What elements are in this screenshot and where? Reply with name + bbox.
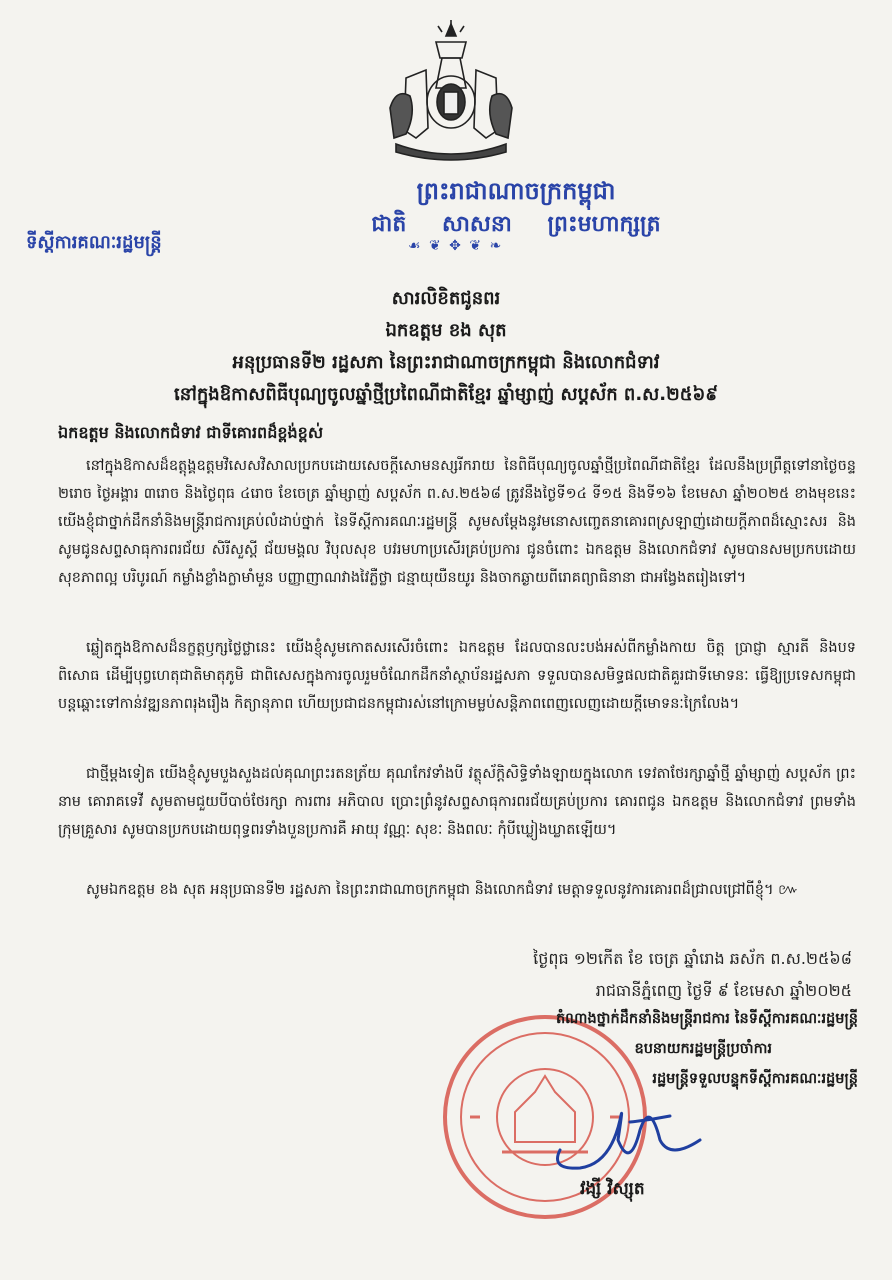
body-paragraph-1 — [58, 452, 856, 592]
signatory-title-1: តំណាងថ្នាក់ដឹកនាំនិងមន្ត្រីរាជការ នៃទីស្តីការគណៈរដ្ឋមន្ត្រី — [555, 1011, 858, 1027]
body-paragraph-1-text: នៅក្នុងឱកាសដ៏ឧត្តុង្គឧត្តមវិសេសវិសាលប្រកបដោយសេចក្តីសោមនស្សរីករាយ នៃពិធីបុណ្យចូលឆ្នាំថ្មីប្រពៃណីជាតិខ្មែរ ដែលនឹងប្រព្រឹត្តទៅនាថ្ងៃចន្ទ ២រោច ថ្ងៃអង្គារ ៣រោច និងថ្ងៃពុធ ៤រោច ខែចេត្រ ឆ្នាំម្សាញ់ សប្តស័ក ព.ស.២៥៦៨ ត្រូវនឹងថ្ងៃទី១៤ ទី១៥ និងទី១៦ ខែមេសា ឆ្នាំ២០២៥ ខាងមុខនេះ យើងខ្ញុំជាថ្នាក់ដឹកនាំនិងមន្ត្រីរាជការគ្រប់លំដាប់ថ្នាក់ នៃទីស្តីការគណៈរដ្ឋមន្ត្រី សូមសម្តែងនូវមនោសញ្ចេតនាគោរពស្រឡាញ់ដោយក្តីភាពដ៏ស្មោះសរ និងសូមជូនសព្ទសាធុការពរជ័យ សិរីសួស្តី ជ័យមង្គល វិបុលសុខ បវរមហាប្រសើរគ្រប់ប្រការ ជូនចំពោះ ឯកឧត្តម និងលោកជំទាវ សូមបានសមប្រកបដោយសុខភាពល្អ បរិបូរណ៍ កម្លាំងខ្លាំងក្លាមាំមួន បញ្ញាញាណវាងវៃភ្លឺថ្លា ជន្មាយុយឺនយូរ និងចាកឆ្ងាយពីរោគព្យាធិនានា ជាអង្វែងតរៀងទៅ។ — [58, 458, 856, 586]
royal-emblem-icon — [376, 18, 526, 168]
recipient-position: អនុប្រធានទី២ រដ្ឋសភា នៃព្រះរាជាណាចក្រកម្ពុជា និងលោកជំទាវ — [232, 352, 660, 373]
body-paragraph-4 — [58, 876, 856, 904]
kingdom-name: ព្រះរាជាណាចក្រកម្ពុជា — [416, 177, 616, 205]
signer-name: វង្សី វិស្សុត — [580, 1179, 645, 1199]
body-paragraph-2-text: ឆ្លៀតក្នុងឱកាសដ៏នក្ខត្តឫក្សថ្លៃថ្លានេះ យើងខ្ញុំសូមកោតសរសើរចំពោះ ឯកឧត្តម ដែលបានលះបង់អស់ពីកម្លាំងកាយ ចិត្ត ប្រាជ្ញា ស្មារតី និងបទពិសោធ ដើម្បីបុព្វហេតុជាតិមាតុភូមិ ជាពិសេសក្នុងការចូលរួមចំណែកដឹកនាំស្ថាប័នរដ្ឋសភា ទទួលបានសមិទ្ធផលជាតិគួរជាទីមោទនៈ ធ្វើឱ្យប្រទេសកម្ពុជាបន្តឆ្ពោះទៅកាន់វឌ្ឍនភាពរុងរឿង កិត្យានុភាព ហើយប្រជាជនកម្ពុជារស់នៅក្រោមម្លប់សន្តិភាពពេញលេញដោយក្តីមោទនៈក្រៃលែង។ — [58, 640, 856, 712]
letter-title: សារលិខិតជូនពរ — [391, 288, 501, 309]
office-name: ទីស្តីការគណៈរដ្ឋមន្ត្រី — [26, 232, 162, 253]
salutation: ឯកឧត្តម និងលោកជំទាវ ជាទីគោរពដ៏ខ្ពង់ខ្ពស់ — [58, 423, 324, 442]
national-motto: ជាតិ សាសនា ព្រះមហាក្សត្រ — [371, 212, 661, 237]
body-paragraph-2 — [58, 634, 856, 718]
signatory-title-2: ឧបនាយករដ្ឋមន្ត្រីប្រចាំការ — [634, 1041, 772, 1057]
signatory-title-3: រដ្ឋមន្ត្រីទទួលបន្ទុកទីស្តីការគណៈរដ្ឋមន្ត្រី — [652, 1071, 858, 1087]
occasion: នៅក្នុងឱកាសពិធីបុណ្យចូលឆ្នាំថ្មីប្រពៃណីជាតិខ្មែរ ឆ្នាំម្សាញ់ សប្តស័ក ព.ស.២៥៦៩ — [174, 384, 718, 405]
body-paragraph-3-text: ជាថ្មីម្តងទៀត យើងខ្ញុំសូមបួងសួងដល់គុណព្រះរតនត្រ័យ គុណកែវទាំងបី វត្ថុស័ក្តិសិទ្ធិទាំងឡាយក្នុងលោក ទេវតាថែរក្សាឆ្នាំថ្មី ឆ្នាំម្សាញ់ សប្តស័ក ព្រះនាម គោរាគទេវី សូមតាមជួយបីបាច់ថែរក្សា ការពារ អភិបាល ប្រោះព្រំនូវសព្ទសាធុការពរជ័យគ្រប់ប្រការ គោរពជូន ឯកឧត្តម និងលោកជំទាវ ព្រមទាំងក្រុមគ្រួសារ សូមបានប្រកបដោយពុទ្ធពរទាំងបួនប្រការគឺ អាយុ វណ្ណៈ សុខៈ និងពលៈ កុំបីឃ្លៀងឃ្លាតឡើយ។ — [58, 766, 856, 838]
body-paragraph-3 — [58, 760, 856, 844]
body-paragraph-4-text: សូមឯកឧត្តម ខង សុត អនុប្រធានទី២ រដ្ឋសភា នៃព្រះរាជាណាចក្រកម្ពុជា និងលោកជំទាវ មេត្តាទទួលនូវការគោរពដ៏ជ្រាលជ្រៅពីខ្ញុំ។ ៚ — [86, 882, 799, 898]
recipient-name: ឯកឧត្តម ខង សុត — [385, 320, 507, 341]
ornament-divider-icon: ☙ ❦ ✥ ❦ ❧ — [408, 238, 504, 254]
lunar-date: ថ្ងៃពុធ ១២កើត ខែ ចេត្រ ឆ្នាំរោង ឆស័ក ព.ស.២៥៦៨ — [533, 949, 852, 968]
solar-date: រាជធានីភ្នំពេញ ថ្ងៃទី ៩ ខែមេសា ឆ្នាំ២០២៥ — [595, 981, 852, 1000]
handwritten-signature — [520, 1080, 720, 1190]
